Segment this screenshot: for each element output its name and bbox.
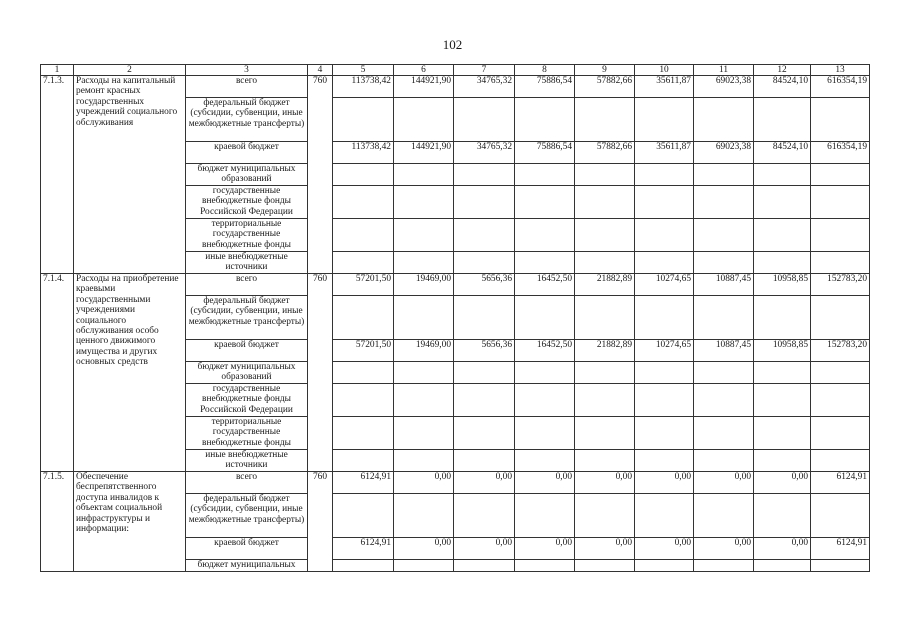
amount-cell xyxy=(575,164,635,186)
amount-cell: 6124,91 xyxy=(811,472,870,494)
amount-cell: 0,00 xyxy=(575,472,635,494)
amount-cell: 69023,38 xyxy=(694,76,754,98)
amount-cell xyxy=(454,252,515,274)
column-number: 5 xyxy=(333,65,394,76)
amount-cell xyxy=(694,98,754,142)
amount-cell xyxy=(694,296,754,340)
amount-cell xyxy=(635,362,694,384)
amount-cell: 75886,54 xyxy=(515,76,575,98)
amount-cell xyxy=(754,186,811,219)
amount-cell: 0,00 xyxy=(515,472,575,494)
amount-cell xyxy=(333,450,394,472)
amount-cell xyxy=(394,560,454,572)
table-row xyxy=(41,76,870,98)
amount-cell xyxy=(811,450,870,472)
amount-cell: 16452,50 xyxy=(515,274,575,296)
column-number: 12 xyxy=(754,65,811,76)
amount-cell: 10274,65 xyxy=(635,274,694,296)
amount-cell: 616354,19 xyxy=(811,76,870,98)
amount-cell: 0,00 xyxy=(454,538,515,560)
amount-cell xyxy=(811,296,870,340)
amount-cell: 144921,90 xyxy=(394,76,454,98)
amount-cell xyxy=(754,164,811,186)
table-row xyxy=(41,274,870,296)
amount-cell: 57201,50 xyxy=(333,274,394,296)
amount-cell: 0,00 xyxy=(635,538,694,560)
amount-cell xyxy=(333,98,394,142)
amount-cell: 0,00 xyxy=(754,472,811,494)
amount-cell xyxy=(394,252,454,274)
amount-cell: 57882,66 xyxy=(575,76,635,98)
amount-cell: 0,00 xyxy=(394,538,454,560)
amount-cell xyxy=(635,560,694,572)
amount-cell xyxy=(694,494,754,538)
amount-cell xyxy=(635,296,694,340)
item-title: Обеспечение беспрепятственного доступа инвалидов к объектам социальной инфраструктуры и информации: xyxy=(74,472,186,572)
amount-cell xyxy=(811,164,870,186)
amount-cell: 35611,87 xyxy=(635,142,694,164)
amount-cell xyxy=(394,450,454,472)
amount-cell xyxy=(515,186,575,219)
funding-source: иные внебюджетные источники xyxy=(186,450,308,472)
amount-cell: 19469,00 xyxy=(394,274,454,296)
column-number: 10 xyxy=(635,65,694,76)
amount-cell xyxy=(575,450,635,472)
funding-source: бюджет муниципальных образований xyxy=(186,362,308,384)
amount-cell xyxy=(333,164,394,186)
amount-cell xyxy=(394,219,454,252)
amount-cell xyxy=(333,494,394,538)
amount-cell xyxy=(394,186,454,219)
amount-cell xyxy=(515,362,575,384)
amount-cell xyxy=(333,384,394,417)
item-title: Расходы на приобретение краевыми государственными учреждениями социального обслуживания особо ценного движимого имущества и других основных средств xyxy=(74,274,186,472)
amount-cell: 10958,85 xyxy=(754,340,811,362)
amount-cell: 0,00 xyxy=(694,538,754,560)
amount-cell xyxy=(635,252,694,274)
amount-cell xyxy=(515,494,575,538)
amount-cell: 0,00 xyxy=(754,538,811,560)
amount-cell xyxy=(515,450,575,472)
grbs-code: 760 xyxy=(308,472,333,572)
amount-cell xyxy=(754,219,811,252)
funding-source: бюджет муниципальных xyxy=(186,560,308,572)
amount-cell xyxy=(515,219,575,252)
amount-cell xyxy=(635,164,694,186)
amount-cell: 0,00 xyxy=(515,538,575,560)
amount-cell xyxy=(333,186,394,219)
amount-cell: 6124,91 xyxy=(811,538,870,560)
column-number: 8 xyxy=(515,65,575,76)
amount-cell xyxy=(635,98,694,142)
amount-cell xyxy=(454,384,515,417)
amount-cell xyxy=(515,252,575,274)
amount-cell xyxy=(811,362,870,384)
amount-cell xyxy=(635,494,694,538)
funding-source: государственные внебюджетные фонды Российской Федерации xyxy=(186,186,308,219)
amount-cell xyxy=(454,450,515,472)
amount-cell: 16452,50 xyxy=(515,340,575,362)
amount-cell xyxy=(575,296,635,340)
amount-cell xyxy=(333,219,394,252)
funding-source: иные внебюджетные источники xyxy=(186,252,308,274)
funding-source: бюджет муниципальных образований xyxy=(186,164,308,186)
funding-source: территориальные государственные внебюджетные фонды xyxy=(186,417,308,450)
amount-cell: 19469,00 xyxy=(394,340,454,362)
amount-cell xyxy=(694,384,754,417)
amount-cell xyxy=(694,186,754,219)
amount-cell xyxy=(754,560,811,572)
amount-cell xyxy=(754,362,811,384)
amount-cell xyxy=(394,417,454,450)
amount-cell xyxy=(454,164,515,186)
amount-cell xyxy=(575,417,635,450)
amount-cell: 113738,42 xyxy=(333,76,394,98)
amount-cell xyxy=(694,164,754,186)
grbs-code: 760 xyxy=(308,76,333,274)
item-code: 7.1.4. xyxy=(41,274,74,472)
amount-cell xyxy=(515,164,575,186)
amount-cell: 0,00 xyxy=(394,472,454,494)
amount-cell: 69023,38 xyxy=(694,142,754,164)
amount-cell xyxy=(333,296,394,340)
amount-cell xyxy=(635,219,694,252)
amount-cell xyxy=(575,252,635,274)
funding-source: государственные внебюджетные фонды Российской Федерации xyxy=(186,384,308,417)
amount-cell xyxy=(575,560,635,572)
amount-cell xyxy=(394,98,454,142)
funding-source: федеральный бюджет (субсидии, субвенции, иные межбюджетные трансферты) xyxy=(186,98,308,142)
amount-cell: 6124,91 xyxy=(333,538,394,560)
amount-cell xyxy=(694,417,754,450)
amount-cell xyxy=(811,252,870,274)
amount-cell xyxy=(575,186,635,219)
amount-cell: 616354,19 xyxy=(811,142,870,164)
column-number: 1 xyxy=(41,65,74,76)
amount-cell: 0,00 xyxy=(694,472,754,494)
amount-cell xyxy=(454,98,515,142)
amount-cell xyxy=(333,560,394,572)
amount-cell: 5656,36 xyxy=(454,340,515,362)
amount-cell xyxy=(394,384,454,417)
amount-cell: 34765,32 xyxy=(454,76,515,98)
item-code: 7.1.5. xyxy=(41,472,74,572)
amount-cell xyxy=(694,252,754,274)
amount-cell: 75886,54 xyxy=(515,142,575,164)
amount-cell xyxy=(754,296,811,340)
amount-cell xyxy=(575,494,635,538)
amount-cell xyxy=(454,560,515,572)
amount-cell xyxy=(811,560,870,572)
column-number: 6 xyxy=(394,65,454,76)
amount-cell xyxy=(575,384,635,417)
amount-cell xyxy=(394,362,454,384)
amount-cell xyxy=(333,417,394,450)
amount-cell: 144921,90 xyxy=(394,142,454,164)
amount-cell: 57882,66 xyxy=(575,142,635,164)
amount-cell xyxy=(575,362,635,384)
amount-cell: 10958,85 xyxy=(754,274,811,296)
amount-cell: 57201,50 xyxy=(333,340,394,362)
amount-cell xyxy=(575,98,635,142)
amount-cell xyxy=(811,494,870,538)
amount-cell xyxy=(333,252,394,274)
table-row xyxy=(41,472,870,494)
amount-cell: 152783,20 xyxy=(811,274,870,296)
amount-cell xyxy=(333,362,394,384)
funding-source: федеральный бюджет (субсидии, субвенции, иные межбюджетные трансферты) xyxy=(186,494,308,538)
amount-cell xyxy=(754,417,811,450)
funding-source: территориальные государственные внебюджетные фонды xyxy=(186,219,308,252)
amount-cell: 0,00 xyxy=(575,538,635,560)
amount-cell xyxy=(635,450,694,472)
amount-cell xyxy=(754,98,811,142)
budget-table xyxy=(40,64,870,572)
amount-cell: 84524,10 xyxy=(754,142,811,164)
amount-cell xyxy=(811,384,870,417)
item-code: 7.1.3. xyxy=(41,76,74,274)
amount-cell xyxy=(811,417,870,450)
amount-cell xyxy=(635,186,694,219)
amount-cell: 10887,45 xyxy=(694,340,754,362)
funding-source: всего xyxy=(186,274,308,296)
item-title: Расходы на капитальный ремонт красных государственных учреждений социального обслуживания xyxy=(74,76,186,274)
amount-cell xyxy=(811,98,870,142)
amount-cell xyxy=(635,384,694,417)
column-number: 13 xyxy=(811,65,870,76)
amount-cell: 10887,45 xyxy=(694,274,754,296)
amount-cell xyxy=(694,219,754,252)
amount-cell xyxy=(515,296,575,340)
column-number-row xyxy=(41,65,870,76)
amount-cell: 152783,20 xyxy=(811,340,870,362)
funding-source: всего xyxy=(186,76,308,98)
amount-cell xyxy=(694,560,754,572)
page-number: 102 xyxy=(442,37,463,52)
amount-cell xyxy=(454,219,515,252)
amount-cell xyxy=(515,560,575,572)
amount-cell xyxy=(454,362,515,384)
amount-cell: 21882,89 xyxy=(575,340,635,362)
amount-cell xyxy=(394,296,454,340)
amount-cell xyxy=(754,252,811,274)
column-number: 7 xyxy=(454,65,515,76)
amount-cell xyxy=(575,219,635,252)
column-number: 11 xyxy=(694,65,754,76)
column-number: 2 xyxy=(74,65,186,76)
funding-source: краевой бюджет xyxy=(186,340,308,362)
amount-cell xyxy=(694,450,754,472)
amount-cell: 0,00 xyxy=(454,472,515,494)
amount-cell: 35611,87 xyxy=(635,76,694,98)
amount-cell: 0,00 xyxy=(635,472,694,494)
amount-cell xyxy=(454,417,515,450)
column-number: 4 xyxy=(308,65,333,76)
amount-cell xyxy=(454,186,515,219)
amount-cell xyxy=(454,296,515,340)
amount-cell xyxy=(394,164,454,186)
amount-cell xyxy=(515,417,575,450)
amount-cell: 21882,89 xyxy=(575,274,635,296)
amount-cell xyxy=(515,98,575,142)
amount-cell: 113738,42 xyxy=(333,142,394,164)
amount-cell xyxy=(635,417,694,450)
amount-cell: 84524,10 xyxy=(754,76,811,98)
funding-source: всего xyxy=(186,472,308,494)
funding-source: краевой бюджет xyxy=(186,142,308,164)
amount-cell xyxy=(694,362,754,384)
amount-cell: 5656,36 xyxy=(454,274,515,296)
amount-cell xyxy=(754,384,811,417)
amount-cell xyxy=(394,494,454,538)
grbs-code: 760 xyxy=(308,274,333,472)
amount-cell xyxy=(811,219,870,252)
amount-cell xyxy=(811,186,870,219)
amount-cell xyxy=(754,450,811,472)
amount-cell xyxy=(515,384,575,417)
amount-cell xyxy=(454,494,515,538)
amount-cell: 6124,91 xyxy=(333,472,394,494)
amount-cell xyxy=(754,494,811,538)
column-number: 9 xyxy=(575,65,635,76)
funding-source: федеральный бюджет (субсидии, субвенции, иные межбюджетные трансферты) xyxy=(186,296,308,340)
funding-source: краевой бюджет xyxy=(186,538,308,560)
amount-cell: 34765,32 xyxy=(454,142,515,164)
column-number: 3 xyxy=(186,65,308,76)
amount-cell: 10274,65 xyxy=(635,340,694,362)
